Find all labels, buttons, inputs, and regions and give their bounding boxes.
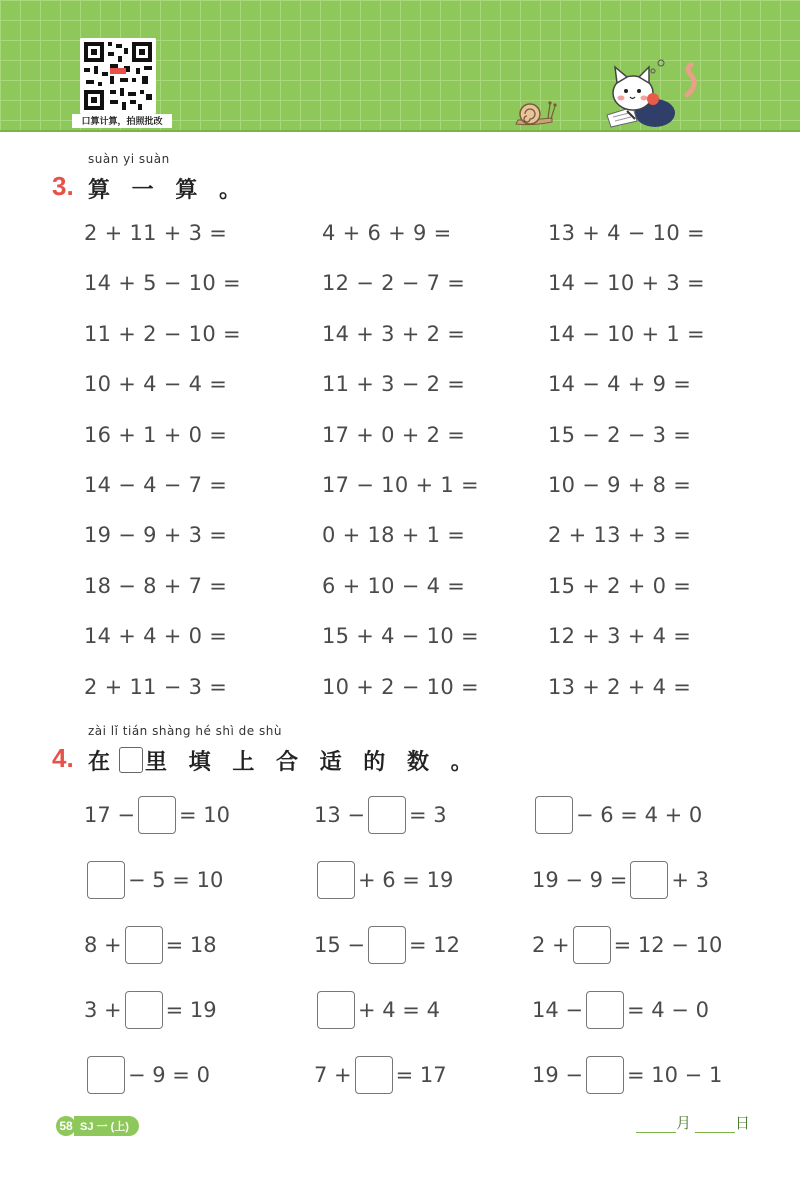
fill-problem (532, 860, 709, 900)
expression: 15 + 2 + 0 = (548, 573, 692, 598)
page-badge (56, 1116, 139, 1136)
problem-suffix: + 3 (671, 868, 709, 892)
problem-suffix: = 4 − 0 (627, 998, 709, 1022)
day-label: 日 (735, 1114, 751, 1132)
date-field (636, 1112, 750, 1133)
answer-box[interactable] (317, 991, 355, 1029)
problem-prefix: 8 + (84, 933, 122, 957)
section3-number: 3. (52, 171, 74, 201)
problem-suffix: − 5 = 10 (128, 868, 224, 892)
fill-problem (84, 1055, 210, 1095)
problem-prefix: 14 − (532, 998, 583, 1022)
expression: 2 + 11 + 3 = (84, 221, 228, 245)
problem-suffix: = 19 (165, 998, 217, 1022)
problem-prefix: 15 − (314, 933, 365, 957)
expression: 15 − 2 − 3 = (548, 422, 692, 447)
expression: 11 + 2 − 10 = (84, 321, 241, 346)
fill-problem (84, 925, 217, 965)
fill-problem (84, 795, 230, 835)
answer-box[interactable] (125, 991, 163, 1029)
expression: 17 − 10 + 1 = (322, 473, 479, 497)
expression: 10 + 2 − 10 = (322, 674, 479, 699)
problem-prefix: 7 + (314, 1063, 352, 1087)
expression: 2 + 13 + 3 = (548, 523, 692, 548)
expression: 16 + 1 + 0 = (84, 422, 228, 447)
problem-prefix: 3 + (84, 998, 122, 1022)
page-number: 58 (56, 1116, 76, 1136)
expression: 0 + 18 + 1 = (322, 523, 466, 548)
expression: 14 + 3 + 2 = (322, 321, 466, 346)
section3-title: 算 一 算 。 (88, 178, 248, 203)
problem-suffix: − 9 = 0 (128, 1063, 210, 1087)
title-blank-box (119, 747, 143, 773)
expression: 14 + 5 − 10 = (84, 271, 241, 296)
expression: 19 − 9 + 3 = (84, 523, 228, 548)
fill-problem (532, 1055, 722, 1095)
section4-title-suffix: 里 填 上 合 适 的 数 。 (145, 750, 480, 775)
fill-problem (314, 1055, 447, 1095)
fill-problem (84, 990, 217, 1030)
answer-box[interactable] (355, 1056, 393, 1094)
fill-problem (84, 860, 223, 900)
expression: 14 − 10 + 1 = (548, 321, 705, 346)
header-banner (0, 0, 800, 132)
problem-prefix: 13 − (314, 803, 365, 827)
answer-box[interactable] (573, 926, 611, 964)
fill-problem (532, 795, 702, 835)
expression: 14 − 10 + 3 = (548, 271, 705, 296)
answer-box[interactable] (368, 926, 406, 964)
answer-box[interactable] (125, 926, 163, 964)
fill-problem (532, 990, 709, 1030)
day-blank[interactable] (695, 1116, 735, 1133)
expression: 15 + 4 − 10 = (322, 624, 479, 649)
problem-suffix: = 12 (409, 933, 460, 957)
answer-box[interactable] (317, 861, 355, 899)
expression: 17 + 0 + 2 = (322, 422, 466, 447)
answer-box[interactable] (586, 991, 624, 1029)
fill-problem (314, 925, 460, 965)
problem-suffix: = 18 (165, 933, 217, 957)
answer-box[interactable] (535, 796, 573, 834)
expression: 13 + 4 − 10 = (548, 221, 705, 245)
expression: 14 + 4 + 0 = (84, 624, 228, 649)
qr-caption: 口算计算，拍照批改 (72, 114, 172, 128)
expression: 10 − 9 + 8 = (548, 473, 692, 497)
snail-icon (512, 92, 558, 128)
problem-suffix: = 12 − 10 (613, 933, 723, 957)
expression: 13 + 2 + 4 = (548, 674, 692, 699)
section4-number: 4. (52, 743, 74, 773)
answer-box[interactable] (368, 796, 406, 834)
expression: 11 + 3 − 2 = (322, 372, 466, 397)
problem-suffix: = 10 (179, 803, 230, 827)
expression: 12 − 2 − 7 = (322, 271, 466, 296)
qr-code-icon[interactable] (80, 38, 156, 114)
section3-pinyin: suàn yi suàn (88, 152, 170, 166)
expression: 6 + 10 − 4 = (322, 573, 466, 598)
problem-prefix: 2 + (532, 933, 570, 957)
section4-title-prefix: 在 (88, 750, 118, 775)
expression: 18 − 8 + 7 = (84, 573, 228, 598)
month-label: 月 (676, 1114, 692, 1132)
problem-prefix: 19 − (532, 1063, 583, 1087)
answer-box[interactable] (87, 861, 125, 899)
problem-suffix: + 4 = 4 (358, 998, 440, 1022)
expression: 14 − 4 + 9 = (548, 372, 692, 397)
fill-problem (314, 990, 440, 1030)
problem-prefix: 17 − (84, 803, 135, 827)
problem-suffix: = 3 (409, 803, 447, 827)
expression: 4 + 6 + 9 = (322, 221, 452, 245)
section4-title (88, 745, 480, 776)
month-blank[interactable] (636, 1116, 676, 1133)
expression: 2 + 11 − 3 = (84, 674, 228, 699)
problem-prefix: 19 − 9 = (532, 868, 628, 892)
expression: 12 + 3 + 4 = (548, 624, 692, 649)
answer-box[interactable] (586, 1056, 624, 1094)
answer-box[interactable] (630, 861, 668, 899)
fill-problem (314, 795, 447, 835)
answer-box[interactable] (138, 796, 176, 834)
expression: 14 − 4 − 7 = (84, 473, 228, 497)
book-code: SJ 一 (上) (74, 1116, 139, 1136)
problem-suffix: + 6 = 19 (358, 868, 454, 892)
fill-problem (314, 860, 453, 900)
fill-problem (532, 925, 722, 965)
answer-box[interactable] (87, 1056, 125, 1094)
section4-pinyin: zài lǐ tián shàng hé shì de shù (88, 724, 282, 738)
problem-suffix: = 10 − 1 (627, 1063, 723, 1087)
expression: 10 + 4 − 4 = (84, 372, 228, 397)
problem-suffix: = 17 (395, 1063, 447, 1087)
problem-suffix: − 6 = 4 + 0 (576, 803, 703, 827)
cat-illustration-icon (595, 55, 705, 130)
